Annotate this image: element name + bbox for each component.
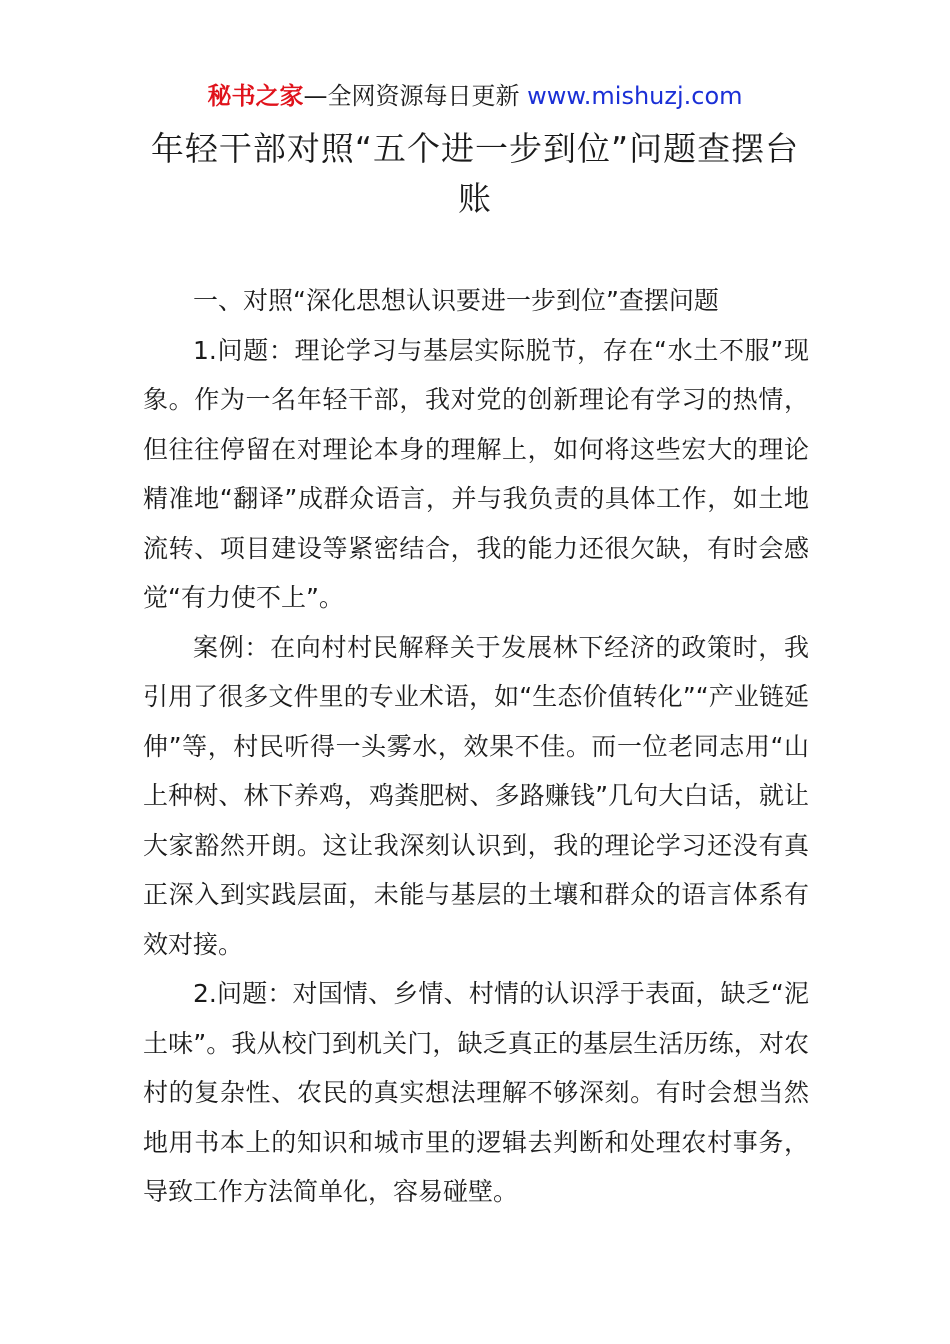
document-body xyxy=(143,276,809,1217)
body-paragraph: 案例：在向村村民解释关于发展林下经济的政策时，我引用了很多文件里的专业术语，如“生态价值转化”“产业链延伸”等，村民听得一头雾水，效果不佳。而一位老同志用“山上种树、林下养鸡，鸡粪肥树、多路赚钱”几句大白话，就让大家豁然开朗。这让我深刻认识到，我的理论学习还没有真正深入到实践层面，未能与基层的土壤和群众的语言体系有效对接。 xyxy=(143,632,809,959)
document-title: 年轻干部对照“五个进一步到位”问题查摆台账 xyxy=(150,129,800,218)
body-paragraph: 2.问题：对国情、乡情、村情的认识浮于表面，缺乏“泥土味”。我从校门到机关门，缺乏真正的基层生活历练，对农村的复杂性、农民的真实想法理解不够深刻。有时会想当然地用书本上的知识和城市里的逻辑去判断和处理农村事务，导致工作方法简单化，容易碰壁。 xyxy=(143,979,809,1206)
body-paragraph: 1.问题：理论学习与基层实际脱节，存在“水土不服”现象。作为一名年轻干部，我对党的创新理论有学习的热情，但往往停留在对理论本身的理解上，如何将这些宏大的理论精准地“翻译”成群众语言，并与我负责的具体工作，如土地流转、项目建设等紧密结合，我的能力还很欠缺，有时会感觉“有力使不上”。 xyxy=(143,335,809,612)
site-url-link[interactable]: www.mishuzj.com xyxy=(527,82,743,110)
site-header xyxy=(0,80,950,112)
section-heading: 一、对照“深化思想认识要进一步到位”查摆问题 xyxy=(193,286,719,315)
site-slogan: —全网资源每日更新 xyxy=(303,82,528,110)
site-brand: 秘书之家 xyxy=(207,82,304,110)
